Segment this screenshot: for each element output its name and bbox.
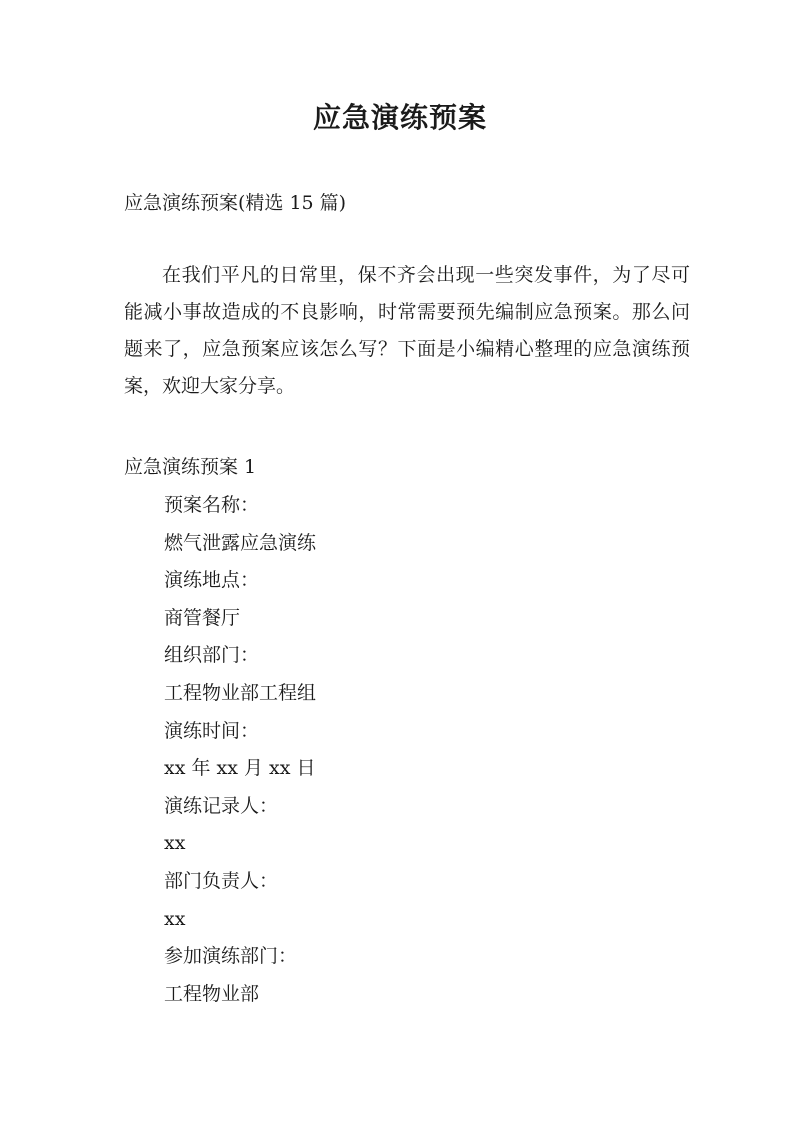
document-title: 应急演练预案 bbox=[312, 101, 487, 134]
field-label-location: 演练地点： bbox=[164, 569, 260, 592]
section-heading: 应急演练预案 1 bbox=[124, 456, 257, 478]
field-list bbox=[164, 487, 684, 1013]
field-label-participants: 参加演练部门： bbox=[164, 945, 298, 968]
field-value-recorder: xx bbox=[164, 832, 186, 855]
field-value-department-head: xx bbox=[164, 907, 186, 930]
field-value-organizer: 工程物业部工程组 bbox=[164, 681, 317, 704]
field-value-time: xx 年 xx 月 xx 日 bbox=[164, 757, 316, 780]
field-value-location: 商管餐厅 bbox=[164, 606, 241, 629]
intro-paragraph: 在我们平凡的日常里，保不齐会出现一些突发事件，为了尽可能减小事故造成的不良影响，时常需要预先编制应急预案。那么问题来了，应急预案应该怎么写？下面是小编精心整理的应急演练预案，欢迎大家分享。 bbox=[124, 264, 690, 397]
field-value-plan-name: 燃气泄露应急演练 bbox=[164, 531, 317, 554]
field-label-plan-name: 预案名称： bbox=[164, 494, 260, 516]
field-label-time: 演练时间： bbox=[164, 719, 260, 742]
document-subtitle: 应急演练预案(精选 15 篇) bbox=[124, 192, 347, 214]
field-label-department-head: 部门负责人： bbox=[164, 869, 279, 892]
field-value-participants: 工程物业部 bbox=[164, 982, 260, 1005]
field-label-recorder: 演练记录人： bbox=[164, 794, 279, 817]
field-label-organizer: 组织部门： bbox=[164, 644, 260, 667]
